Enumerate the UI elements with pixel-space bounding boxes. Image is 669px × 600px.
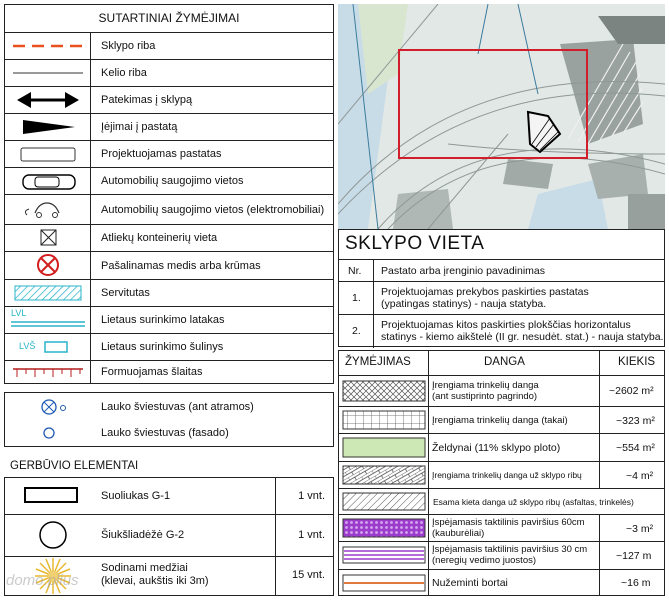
bench-icon (5, 478, 91, 514)
legend-label: Atliekų konteinerių vieta (101, 232, 218, 244)
entrance-arrow-icon (5, 114, 91, 140)
tactile-lines-swatch-icon (339, 542, 429, 569)
legend-row (5, 333, 333, 360)
site-row-line2: statinys - kiemo aikštelė (II gr. nesudėt. stat.) - nauja statyba. (381, 331, 664, 343)
site-map (338, 4, 665, 229)
surface-header-name: DANGA (484, 356, 525, 368)
electric-car-icon (5, 195, 91, 224)
road-line-icon (5, 60, 91, 86)
surface-line1: Įrengiama trinkelių danga (takai) (432, 415, 568, 426)
tree-removal-icon (5, 252, 91, 279)
legend-label: Automobilių saugojimo vietos (101, 175, 244, 187)
greenery-swatch-icon (339, 434, 429, 461)
legend-panel (4, 4, 334, 384)
legend-row (5, 59, 333, 86)
legend-row (5, 32, 333, 59)
container-box-icon (5, 225, 91, 251)
site-title: SKLYPO VIETA (345, 233, 485, 254)
legend-row (5, 360, 333, 384)
legend-row (5, 306, 333, 333)
surface-line1: Įspėjamasis taktilinis paviršius 60cm (432, 517, 585, 528)
site-header-name: Pastato arba įrenginio pavadinimas (381, 265, 546, 277)
lvs-text: LVŠ (19, 341, 36, 351)
servitude-hatch-icon (5, 280, 91, 306)
gerbuvio-title: GERBŪVIO ELEMENTAI (10, 460, 139, 472)
gerbuvio-qty: 15 vnt. (291, 569, 325, 581)
slope-icon (5, 361, 91, 384)
legend-label: Kelio riba (101, 67, 147, 79)
site-map-drawing (338, 4, 665, 229)
legend-row (5, 194, 333, 224)
surface-qty: ~554 m² (616, 442, 655, 454)
light-label: Lauko šviestuvas (fasado) (101, 427, 229, 439)
site-header-row (339, 259, 664, 282)
surface-line1: Esama kieta danga už sklypo ribų (asfaltas, trinkelės) (433, 497, 634, 507)
legend-label: Formuojamas šlaitas (101, 366, 203, 378)
surface-row (339, 433, 664, 461)
site-row-line1: Projektuojamas kitos paskirties plokščias horizontalus (381, 319, 631, 331)
surface-line1: Želdynai (11% sklypo ploto) (432, 442, 561, 454)
tree-label-line1: Sodinami medžiai (101, 562, 188, 574)
legend-label: Projektuojamas pastatas (101, 148, 222, 160)
building-rect-icon (5, 141, 91, 167)
legend-label: Įėjimai į pastatą (101, 121, 178, 133)
legend-label: Patekimas į sklypą (101, 94, 193, 106)
facade-light-icon (5, 420, 91, 447)
gerbuvio-row (5, 514, 333, 557)
site-table (338, 229, 665, 347)
legend-row (5, 279, 333, 306)
surface-qty: ~323 m² (616, 415, 655, 427)
light-row (5, 393, 333, 420)
surface-line1: Įrengiama trinkelių danga (432, 380, 539, 391)
surface-qty: ~3 m² (626, 523, 654, 535)
surface-line1: Įrengiama trinkelių danga už sklypo ribų (432, 470, 582, 480)
surface-line2: (ant sustiprinto pagrindo) (432, 391, 538, 402)
site-row-nr: 1. (352, 292, 361, 304)
site-row-line1: Projektuojamas prekybos paskirties pastatas (381, 286, 589, 298)
surface-row (339, 488, 664, 514)
surface-line2: (kauburėliai) (432, 528, 485, 539)
gerbuvio-qty: 1 vnt. (298, 490, 325, 502)
surface-row (339, 375, 664, 406)
gerbuvio-qty: 1 vnt. (298, 529, 325, 541)
car-icon (5, 168, 91, 194)
surface-row (339, 461, 664, 488)
legend-row (5, 167, 333, 194)
surface-line1: Įspėjamasis taktilinis paviršius 30 cm (432, 544, 588, 555)
surface-qty: ~127 m (616, 550, 652, 562)
pole-light-icon (5, 393, 91, 420)
legend-row (5, 140, 333, 167)
gerbuvio-label: Suoliukas G-1 (101, 490, 171, 502)
dashed-boundary-line-icon (5, 33, 91, 59)
watermark: domo.plius (6, 572, 79, 589)
surface-qty: ~16 m (621, 577, 651, 589)
surface-row (339, 406, 664, 433)
gerbuvio-label: Šiukšliadėžė G-2 (101, 529, 185, 541)
gerbuvio-label (101, 562, 209, 588)
site-row (339, 314, 664, 348)
legend-row (5, 86, 333, 113)
surface-header-symbol: ŽYMĖJIMAS (345, 356, 411, 368)
tree-label-line2: (klevai, aukštis iki 3m) (101, 575, 209, 587)
gerbuvio-row (5, 478, 333, 515)
legend-row (5, 224, 333, 251)
lvl-text: LVL (11, 308, 27, 318)
light-row (5, 420, 333, 447)
legend-label: Lietaus surinkimo šulinys (101, 341, 224, 353)
legend-title: SUTARTINIAI ŽYMĖJIMAI (98, 11, 240, 25)
surface-row (339, 541, 664, 569)
surface-row (339, 569, 664, 596)
legend-row (5, 251, 333, 279)
brick-swatch-icon (339, 462, 429, 488)
light-label: Lauko šviestuvas (ant atramos) (101, 401, 254, 413)
site-row-nr: 2. (352, 325, 361, 337)
site-row (339, 281, 664, 315)
legend-label: Pašalinamas medis arba krūmas (101, 260, 261, 272)
surface-line2: (neregių vedimo juostos) (432, 555, 537, 566)
surface-qty: ~4 m² (626, 470, 654, 482)
legend-label: Lietaus surinkimo latakas (101, 314, 225, 326)
lights-panel (4, 392, 334, 447)
surface-header-qty: KIEKIS (618, 356, 656, 368)
surface-header-row (339, 351, 664, 375)
diagonal-swatch-icon (339, 489, 429, 514)
double-arrow-icon (5, 87, 91, 113)
lowered-curb-swatch-icon (339, 570, 429, 596)
tactile-dots-swatch-icon (339, 515, 429, 541)
bin-icon (5, 514, 91, 556)
surface-row (339, 514, 664, 541)
surface-table (338, 350, 665, 596)
surface-qty: ~2602 m² (609, 385, 654, 397)
legend-row (5, 113, 333, 140)
legend-label: Servitutas (101, 287, 150, 299)
legend-label: Sklypo riba (101, 40, 156, 52)
site-row-line2: (ypatingas statinys) - nauja statyba. (381, 298, 547, 310)
site-header-nr: Nr. (348, 265, 362, 277)
surface-line1: Nužeminti bortai (432, 577, 508, 589)
legend-label: Automobilių saugojimo vietos (elektromobiliai) (101, 204, 325, 216)
crosshatch-swatch-icon (339, 376, 429, 406)
grid-swatch-icon (339, 407, 429, 433)
rain-well-icon (5, 334, 91, 360)
